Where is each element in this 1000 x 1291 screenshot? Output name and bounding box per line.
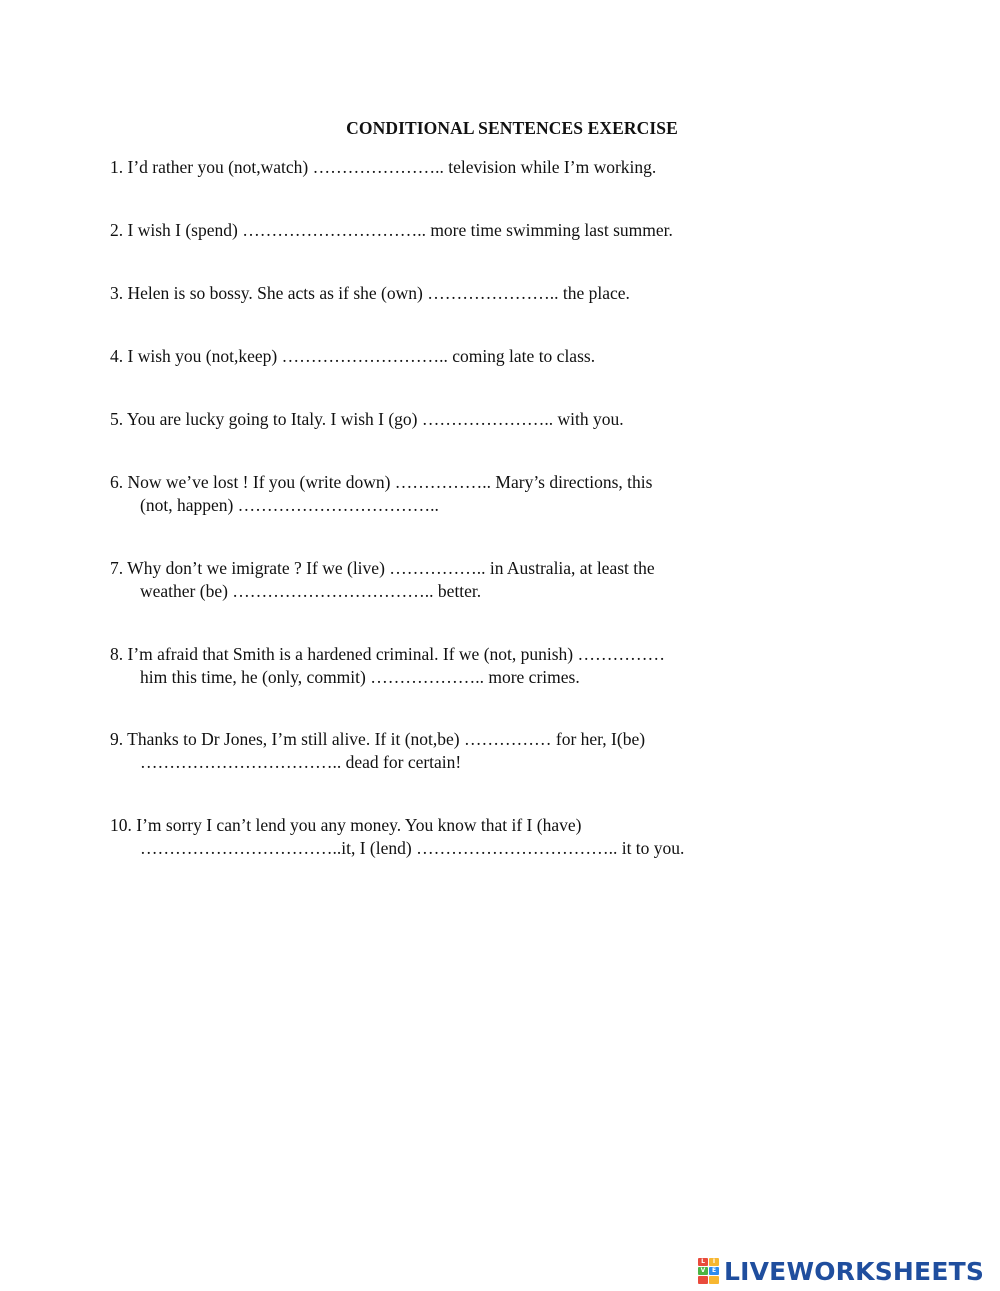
exercise-item-text: 9. Thanks to Dr Jones, I’m still alive. If it (not,be) …………… for her, I(be) [110, 729, 646, 749]
exercise-item-5 [110, 408, 624, 431]
exercise-item-text: 4. I wish you (not,keep) ……………………….. coming late to class. [110, 346, 596, 366]
exercise-item-continuation: him this time, he (only, commit) ……………….. more crimes. [140, 667, 580, 687]
exercise-item-text: 5. You are lucky going to Italy. I wish I (go) ………………….. with you. [110, 409, 624, 429]
exercise-item-continuation: …………………………….. dead for certain! [140, 752, 462, 772]
exercise-item-2 [110, 219, 673, 242]
exercise-item-6 [110, 471, 652, 517]
liveworksheets-logo [698, 1256, 984, 1286]
logo-mark-letter: L [698, 1258, 708, 1266]
logo-mark-block [698, 1276, 708, 1284]
exercise-item-text: 2. I wish I (spend) ………………………….. more time swimming last summer. [110, 220, 673, 240]
liveworksheets-mark-icon [698, 1258, 720, 1284]
logo-mark-block [709, 1276, 719, 1284]
exercise-item-text: 1. I’d rather you (not,watch) ………………….. television while I’m working. [110, 157, 657, 177]
exercise-item-text: 6. Now we’ve lost ! If you (write down) …………….. Mary’s directions, this [110, 472, 653, 492]
exercise-item-8 [110, 643, 665, 689]
exercise-item-text: 3. Helen is so bossy. She acts as if she (own) ………………….. the place. [110, 283, 630, 303]
exercise-item-10 [110, 814, 684, 860]
exercise-item-continuation: (not, happen) …………………………….. [140, 495, 439, 515]
exercise-item-text: 10. I’m sorry I can’t lend you any money. You know that if I (have) [110, 815, 582, 835]
exercise-item-9 [110, 728, 645, 774]
liveworksheets-wordmark: LIVEWORKSHEETS [724, 1256, 985, 1286]
exercise-item-continuation: weather (be) …………………………….. better. [140, 581, 482, 601]
logo-mark-letter: E [709, 1267, 719, 1275]
exercise-item-continuation: ……………………………..it, I (lend) …………………………….. it to you. [140, 838, 685, 858]
logo-mark-letter: I [709, 1258, 719, 1266]
logo-mark-letter: V [698, 1267, 708, 1275]
exercise-item-text: 7. Why don’t we imigrate ? If we (live) …………….. in Australia, at least the [110, 558, 655, 578]
exercise-item-7 [110, 557, 655, 603]
exercise-item-3 [110, 282, 630, 305]
exercise-item-1 [110, 156, 656, 179]
exercise-item-text: 8. I’m afraid that Smith is a hardened criminal. If we (not, punish) …………… [110, 644, 666, 664]
page-title: CONDITIONAL SENTENCES EXERCISE [346, 118, 678, 138]
exercise-item-4 [110, 345, 595, 368]
